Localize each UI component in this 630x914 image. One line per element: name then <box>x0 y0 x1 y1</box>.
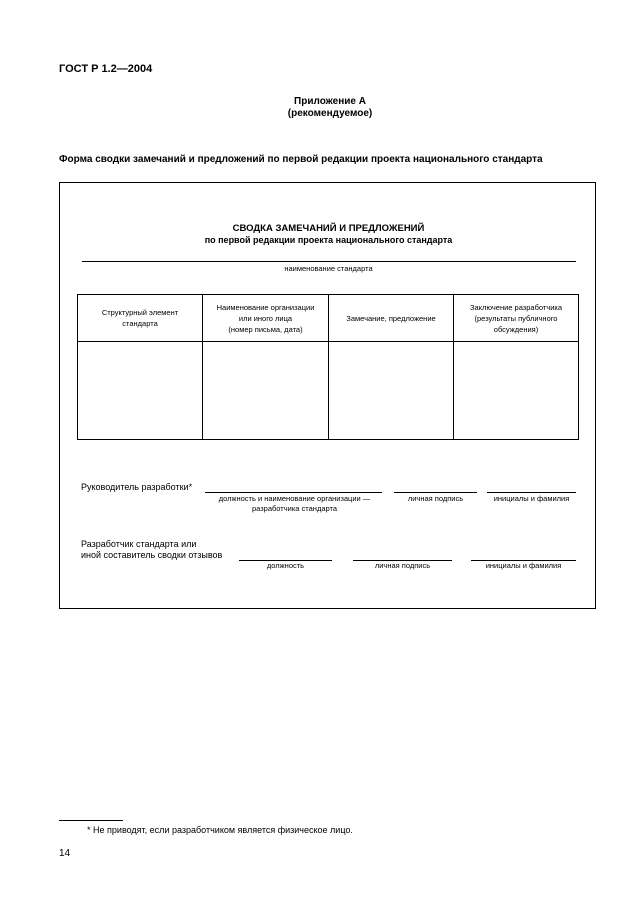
footnote <box>87 825 353 835</box>
footnote-separator <box>59 820 123 821</box>
footnote-marker: * <box>87 825 91 835</box>
form-subheading: по первой редакции проекта национального стандарта <box>204 235 453 245</box>
head-position-line[interactable] <box>205 492 382 493</box>
form-frame <box>59 182 596 609</box>
compiler-name-caption: инициалы и фамилия <box>485 561 562 570</box>
appendix-subtitle: (рекомендуемое) <box>287 108 373 119</box>
table-cell[interactable] <box>78 342 203 440</box>
form-title: Форма сводки замечаний и предложений по первой редакции проекта национального стандарта <box>59 154 543 165</box>
column-header-conclusion: Заключение разработчика (результаты публичного обсуждения) <box>454 295 579 342</box>
standard-name-line <box>82 261 576 262</box>
page-number: 14 <box>59 848 71 859</box>
compiler-signature-caption: личная подпись <box>374 561 431 570</box>
head-of-development-label: Руководитель разработки* <box>81 482 193 492</box>
compiler-position-caption: должность <box>266 561 305 570</box>
appendix-title: Приложение А <box>294 96 366 107</box>
table-cell[interactable] <box>203 342 329 440</box>
table-cell[interactable] <box>329 342 454 440</box>
table-header-row <box>78 295 579 342</box>
column-header-remark: Замечание, предложение <box>329 295 454 342</box>
head-signature-caption: личная подпись <box>407 494 464 503</box>
table-row <box>78 342 579 440</box>
column-header-organization: Наименование организации или иного лица (номер письма, дата) <box>203 295 329 342</box>
form-heading: СВОДКА ЗАМЕЧАНИЙ И ПРЕДЛОЖЕНИЙ <box>232 223 425 234</box>
compiler-label-line1: Разработчик стандарта или <box>81 539 197 549</box>
standard-name-caption: наименование стандарта <box>284 264 373 273</box>
table-cell[interactable] <box>454 342 579 440</box>
remarks-table <box>77 294 579 440</box>
head-position-caption: должность и наименование организации — разработчика стандарта <box>218 494 371 513</box>
head-name-caption: инициалы и фамилия <box>493 494 570 503</box>
head-name-line[interactable] <box>487 492 576 493</box>
column-header-structural-element: Структурный элемент стандарта <box>78 295 203 342</box>
footnote-text: Не приводят, если разработчиком является физическое лицо. <box>93 825 353 835</box>
head-signature-line[interactable] <box>394 492 477 493</box>
compiler-label-line2: иной составитель сводки отзывов <box>81 550 223 560</box>
standard-code: ГОСТ Р 1.2—2004 <box>59 63 153 75</box>
